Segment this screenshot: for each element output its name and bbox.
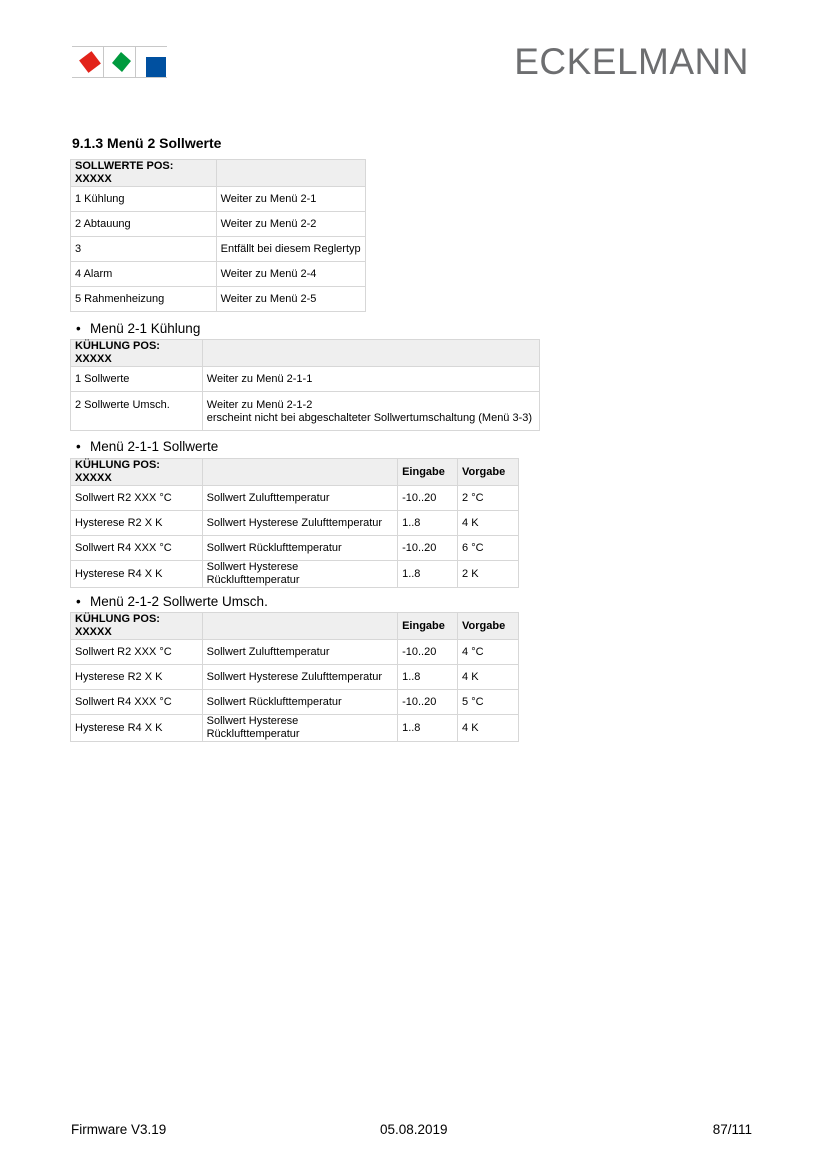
table-row: Hysterese R4 X K Sollwert Hysterese Rücklufttemperatur 1..8 4 K [71, 715, 519, 742]
menu-2-1-1-table [70, 458, 519, 588]
table-row: Sollwert R2 XXX °C Sollwert Zulufttemperatur -10..20 4 °C [71, 640, 519, 665]
table-row: 1 Kühlung Weiter zu Menü 2-1 [71, 187, 366, 212]
table-row: 5 Rahmenheizung Weiter zu Menü 2-5 [71, 287, 366, 312]
table-row: Hysterese R2 X K Sollwert Hysterese Zulufttemperatur 1..8 4 K [71, 665, 519, 690]
footer-firmware: Firmware V3.19 [71, 1122, 167, 1137]
footer-date: 05.08.2019 [380, 1122, 448, 1137]
table-row: Hysterese R4 X K Sollwert Hysterese Rücklufttemperatur 1..8 2 K [71, 561, 519, 588]
table-row: Hysterese R2 X K Sollwert Hysterese Zulufttemperatur 1..8 4 K [71, 511, 519, 536]
table-row: 2 Sollwerte Umsch. Weiter zu Menü 2-1-2 erscheint nicht bei abgeschalteter Sollwertumschaltung (Menü 3-3) [71, 392, 540, 431]
bullet-dot-icon: • [76, 594, 81, 609]
table-header-cell: SOLLWERTE POS: XXXXX [71, 160, 217, 187]
footer-page-number: 87/111 [712, 1122, 752, 1137]
table-header-row: KÜHLUNG POS: XXXXX Eingabe Vorgabe [71, 613, 519, 640]
table-row: 4 Alarm Weiter zu Menü 2-4 [71, 262, 366, 287]
bullet-menu-2-1: • Menü 2-1 Kühlung [76, 321, 201, 336]
table-header-row: KÜHLUNG POS: XXXXX [71, 340, 540, 367]
bullet-dot-icon: • [76, 321, 81, 336]
table-header-row [71, 160, 366, 187]
table-row: 1 Sollwerte Weiter zu Menü 2-1-1 [71, 367, 540, 392]
table-header-row: KÜHLUNG POS: XXXXX Eingabe Vorgabe [71, 459, 519, 486]
table-row: 3 Entfällt bei diesem Reglertyp [71, 237, 366, 262]
menu-2-1-2-table [70, 612, 519, 742]
brand-wordmark: ECKELMANN [514, 41, 749, 82]
table-row: Sollwert R4 XXX °C Sollwert Rücklufttemperatur -10..20 5 °C [71, 690, 519, 715]
table-row: Sollwert R4 XXX °C Sollwert Rücklufttemperatur -10..20 6 °C [71, 536, 519, 561]
table-row: 2 Abtauung Weiter zu Menü 2-2 [71, 212, 366, 237]
bullet-menu-2-1-1: • Menü 2-1-1 Sollwerte [76, 439, 219, 454]
bullet-menu-2-1-2: • Menü 2-1-2 Sollwerte Umsch. [76, 594, 268, 609]
eckelmann-logo-icon [72, 46, 167, 78]
bullet-dot-icon: • [76, 439, 81, 454]
section-title: 9.1.3 Menü 2 Sollwerte [72, 135, 222, 151]
menu-2-table [70, 159, 366, 312]
menu-2-1-table [70, 339, 540, 431]
table-row: Sollwert R2 XXX °C Sollwert Zulufttemperatur -10..20 2 °C [71, 486, 519, 511]
